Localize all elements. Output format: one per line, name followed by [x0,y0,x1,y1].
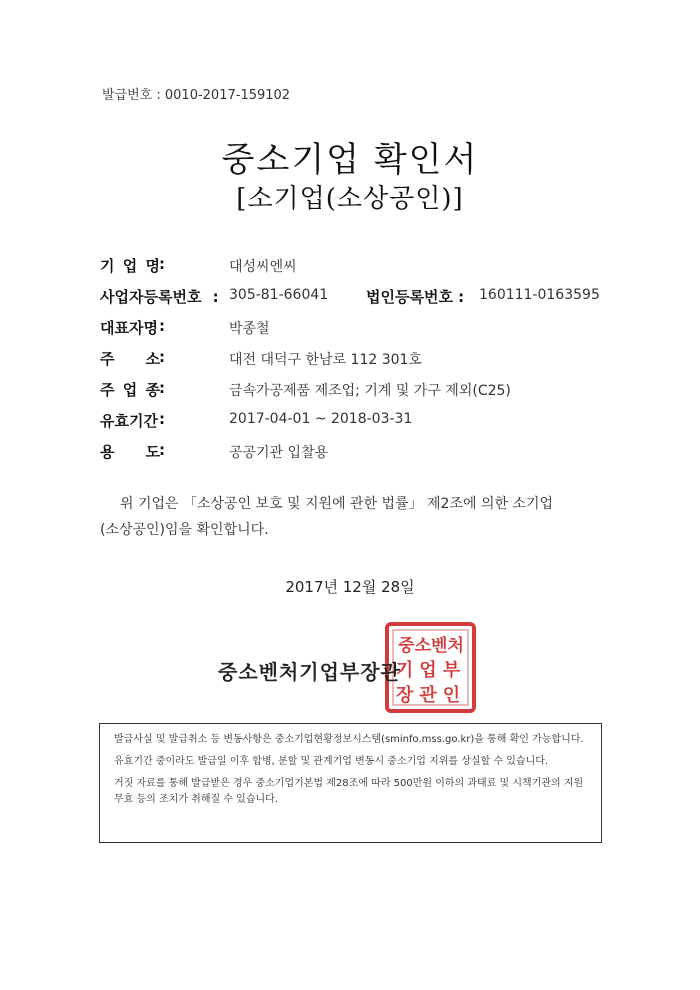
issue-number-label: 발급번호 : [102,88,161,103]
purpose-value: 공공기관 입찰용 [229,445,329,461]
company-colon: : [159,255,165,273]
issue-number [102,84,290,103]
company-label-char: 기 [100,257,115,275]
seal-char: 업 [419,660,443,681]
corp-reg-label: 법인등록번호 : [366,288,465,306]
ceo-colon: : [159,317,165,335]
company-label [100,255,160,276]
seal-char: 부 [442,660,467,681]
company-label-char: 업 [122,257,138,275]
issue-date: 2017년 12월 28일 [285,578,415,596]
address-label-char: 주 [100,350,115,368]
notice-box [99,723,602,843]
main-business-label [100,379,160,400]
main-business-label-char: 업 [122,381,138,399]
seal-char: 처 [447,636,464,656]
biz-reg-value: 305-81-66041 [229,287,329,303]
company-label-char: 명 [145,257,160,275]
document-subtitle: [소기업(소상공인)] [236,184,464,214]
main-business-label-char: 종 [145,381,160,399]
notice-paragraph: 유효기간 중이라도 발급일 이후 합병, 분할 및 관계기업 변동시 중소기업 지위를 상실할 수 있습니다. [114,756,549,767]
validity-label: 유효기간 [100,412,158,430]
seal-char: 인 [442,685,467,706]
seal-char: 기 [395,660,420,681]
notice-paragraph: 거짓 자료를 통해 발급받은 경우 중소기업기본법 제28조에 따라 500만원 이하의 과태료 및 시책기관의 지원무효 등의 조치가 취해질 수 있습니다. [114,778,584,805]
confirmation-line-1: 위 기업은 「소상공인 보호 및 지원에 관한 법률」 제2조에 의한 소기업 [120,496,554,512]
issuer-name: 중소벤처기업부장관 [218,660,401,684]
company-value: 대성씨엔씨 [229,259,297,275]
document-title: 중소기업 확인서 [221,140,479,180]
confirmation-line-2: (소상공인)임을 확인합니다. [100,522,269,538]
purpose-colon: : [159,441,165,459]
validity-value: 2017-04-01 ~ 2018-03-31 [229,411,413,427]
seal-char: 벤 [431,636,448,656]
ceo-value: 박종철 [229,321,270,337]
svg-text:기업부 [396,659,466,681]
purpose-label-char: 용 [100,443,115,461]
biz-reg-colon: : [212,288,219,306]
biz-reg-label-text: 사업자등록번호 [100,288,202,306]
seal-char: 장 [395,685,420,706]
purpose-label-char: 도 [145,443,160,461]
issue-number-value: 0010-2017-159102 [164,88,291,103]
notice-paragraph: 발급사실 및 발급취소 등 변동사항은 중소기업현황정보시스템(sminfo.mss.go.kr)을 통해 확인 가능합니다. [114,734,584,745]
corp-reg-value: 160111-0163595 [479,287,600,303]
address-label-char: 소 [145,350,160,368]
seal-char: 관 [419,685,443,706]
svg-text:중소벤처 [398,635,464,656]
purpose-label [100,441,160,462]
validity-colon: : [159,410,165,428]
main-business-colon: : [159,379,165,397]
address-label [100,348,160,369]
main-business-label-char: 주 [100,381,115,399]
svg-text:장관인 [396,684,466,706]
main-business-value: 금속가공제품 제조업; 기계 및 가구 제외(C25) [229,383,511,399]
seal-char: 중 [398,636,415,656]
address-colon: : [159,348,165,366]
biz-reg-label [100,286,219,307]
address-value: 대전 대덕구 한남로 112 301호 [229,352,422,368]
ceo-label: 대표자명 [100,319,158,337]
seal-char: 소 [414,636,431,656]
